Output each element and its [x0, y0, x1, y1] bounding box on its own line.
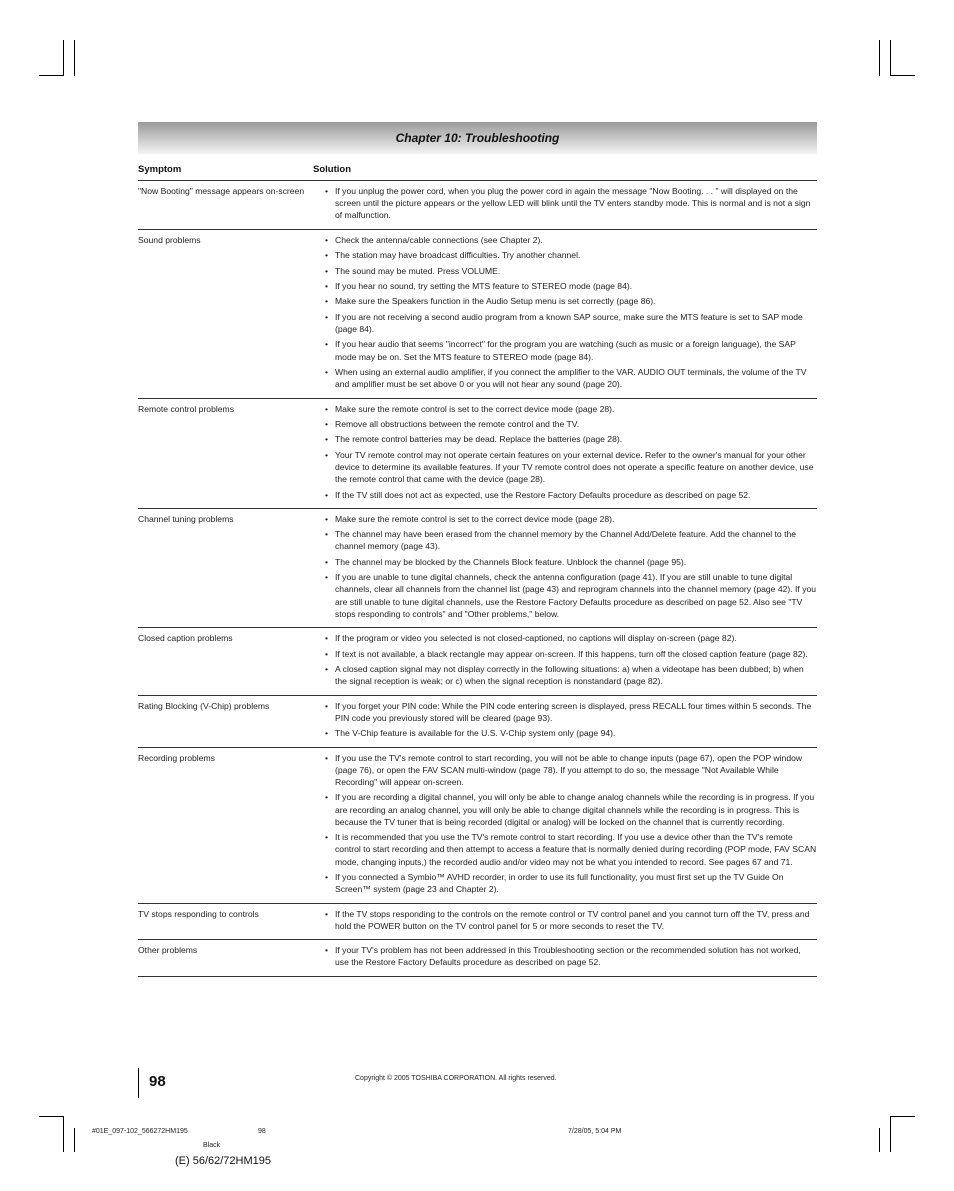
solution-item: • Make sure the remote control is set to the correct device mode (page 28). — [324, 513, 817, 525]
solution-item: • Your TV remote control may not operate certain features on your external device. Refer to the owner's manual for your other device to determine its available features. If your TV remote control does not operate a specific feature on another device, use the remote control that came with the device (page 28). — [324, 449, 817, 486]
solution-list — [324, 700, 817, 743]
solution-item: • A closed caption signal may not display correctly in the following situations: a) when a videotape has been dubbed; b) when the signal reception is weak; or c) when the signal reception is nonstandard (page 82). — [324, 663, 817, 687]
symptom-cell: Channel tuning problems — [138, 513, 234, 524]
solution-item: • If the TV stops responding to the controls on the remote control or TV control panel and you cannot turn off the TV, press and hold the POWER button on the TV control panel for 5 or more seconds to reset the TV. — [324, 908, 817, 932]
solution-item: • The station may have broadcast difficulties. Try another channel. — [324, 249, 817, 261]
solution-item: • The sound may be muted. Press VOLUME. — [324, 265, 817, 277]
solution-item: • If you are recording a digital channel, you will only be able to change analog channels while the recording is in progress. If you are recording an analog channel, you will only be able to change digital channels while the recording is in progress. This is because the TV tuner that is being recorded (digital or analog) will be locked on the channel that is currently recording. — [324, 791, 817, 828]
symptom-cell: Remote control problems — [138, 403, 235, 414]
solution-list — [324, 632, 817, 690]
solution-item: • If you are unable to tune digital channels, check the antenna configuration (page 41). If you are still unable to tune digital channels, clear all channels from the channel list (page 43) and reprogram channels into the channel memory (page 42). If you are still unable to tune digital channels, use the Restore Factory Defaults procedure as described on page 52. Also see "TV stops responding to controls" and "Other problems," below. — [324, 571, 817, 620]
solution-item: • Check the antenna/cable connections (see Chapter 2). — [324, 234, 817, 246]
symptom-cell: Sound problems — [138, 234, 201, 245]
table-row — [138, 903, 817, 940]
solution-item: • If you use the TV's remote control to start recording, you will not be able to change inputs (page 67), open the POP window (page 76), or open the FAV SCAN multi-window (page 78). If you attempt to do so, the message "Not Available While Recording" will appear on-screen. — [324, 752, 817, 789]
solution-item: • If you hear audio that seems "incorrect" for the program you are watching (such as music or a foreign language), the SAP mode may be on. Set the MTS feature to STEREO mode (page 84). — [324, 338, 817, 362]
table-row — [138, 229, 817, 398]
solution-item: • The channel may be blocked by the Channels Block feature. Unblock the channel (page 95). — [324, 556, 817, 568]
solution-item: • If you forget your PIN code: While the PIN code entering screen is displayed, press RECALL four times within 5 seconds. The PIN code you previously stored will be cleared (page 93). — [324, 700, 817, 724]
table-row — [138, 180, 817, 229]
solution-item: • If you hear no sound, try setting the MTS feature to STEREO mode (page 84). — [324, 280, 817, 292]
color-plate: Black — [203, 1142, 221, 1149]
table-row — [138, 508, 817, 627]
symptom-cell: "Now Booting" message appears on-screen — [138, 186, 305, 196]
table-row — [138, 747, 817, 903]
table-row — [138, 627, 817, 694]
solution-list — [324, 908, 817, 936]
solution-column-header: Solution — [313, 164, 351, 175]
table-row — [138, 939, 817, 977]
symptom-column-header: Symptom — [138, 164, 182, 175]
symptom-cell: Other problems — [138, 945, 198, 956]
model-number: (E) 56/62/72HM195 — [175, 1155, 271, 1167]
print-date: 7/28/05, 5:04 PM — [568, 1128, 622, 1135]
troubleshooting-table — [138, 180, 817, 977]
solution-item: • Make sure the Speakers function in the Audio Setup menu is set correctly (page 86). — [324, 295, 817, 307]
symptom-cell: TV stops responding to controls — [138, 908, 259, 919]
solution-list — [324, 944, 817, 972]
solution-item: • If the TV still does not act as expected, use the Restore Factory Defaults procedure as described on page 52. — [324, 489, 817, 501]
file-name: #01E_097-102_566272HM195 — [92, 1128, 188, 1135]
table-row — [138, 398, 817, 508]
solution-item: • Remove all obstructions between the remote control and the TV. — [324, 418, 817, 430]
solution-list — [324, 403, 817, 504]
solution-list — [324, 752, 817, 899]
solution-item: • If the program or video you selected is not closed-captioned, no captions will display on-screen (page 82). — [324, 632, 817, 644]
solution-item: • When using an external audio amplifier, if you connect the amplifier to the VAR. AUDIO OUT terminals, the volume of the TV and amplifier must be set above 0 or you will not hear any sound (page 20). — [324, 366, 817, 390]
copyright-notice: Copyright © 2005 TOSHIBA CORPORATION. All rights reserved. — [355, 1075, 557, 1082]
table-row — [138, 695, 817, 747]
solution-item: • The channel may have been erased from the channel memory by the Channel Add/Delete feature. Add the channel to the channel memory (page 43). — [324, 528, 817, 552]
solution-item: • If your TV's problem has not been addressed in this Troubleshooting section or the recommended solution has not worked, use the Restore Factory Defaults procedure as described on page 52. — [324, 944, 817, 968]
solution-item: • If you unplug the power cord, when you plug the power cord in again the message "Now Booting. . . " will displayed on the screen until the picture appears or the yellow LED will blink until the TV enters standby mode. This is normal and is not a sign of malfunction. — [324, 185, 817, 222]
solution-item: • If you are not receiving a second audio program from a known SAP source, make sure the MTS feature is set to SAP mode (page 84). — [324, 311, 817, 335]
solution-list — [324, 234, 817, 394]
solution-item: • If you connected a Symbio™ AVHD recorder, in order to use its full functionality, you must first set up the TV Guide On Screen™ system (page 23 and Chapter 2). — [324, 871, 817, 895]
chapter-title: Chapter 10: Troubleshooting — [395, 131, 560, 145]
solution-list — [324, 185, 817, 225]
solution-item: • If text is not available, a black rectangle may appear on-screen. If this happens, turn off the closed caption feature (page 82). — [324, 648, 817, 660]
solution-item: • Make sure the remote control is set to the correct device mode (page 28). — [324, 403, 817, 415]
solution-item: • It is recommended that you use the TV's remote control to start recording. If you use a device other than the TV's remote control to start recording and then attempt to access a feature that is normally denied during recording (POP mode, FAV SCAN mode, changing inputs,) the recorded audio and/or video may not be what you intended to record. See pages 67 and 71. — [324, 831, 817, 868]
symptom-cell: Recording problems — [138, 752, 215, 763]
solution-item: • The V-Chip feature is available for the U.S. V-Chip system only (page 94). — [324, 727, 817, 739]
page-number: 98 — [149, 1073, 166, 1090]
symptom-cell: Closed caption problems — [138, 633, 233, 644]
solution-item: • The remote control batteries may be dead. Replace the batteries (page 28). — [324, 433, 817, 445]
chapter-header — [138, 122, 817, 154]
file-page: 98 — [258, 1128, 266, 1135]
solution-list — [324, 513, 817, 623]
symptom-cell: Rating Blocking (V-Chip) problems — [138, 700, 270, 711]
